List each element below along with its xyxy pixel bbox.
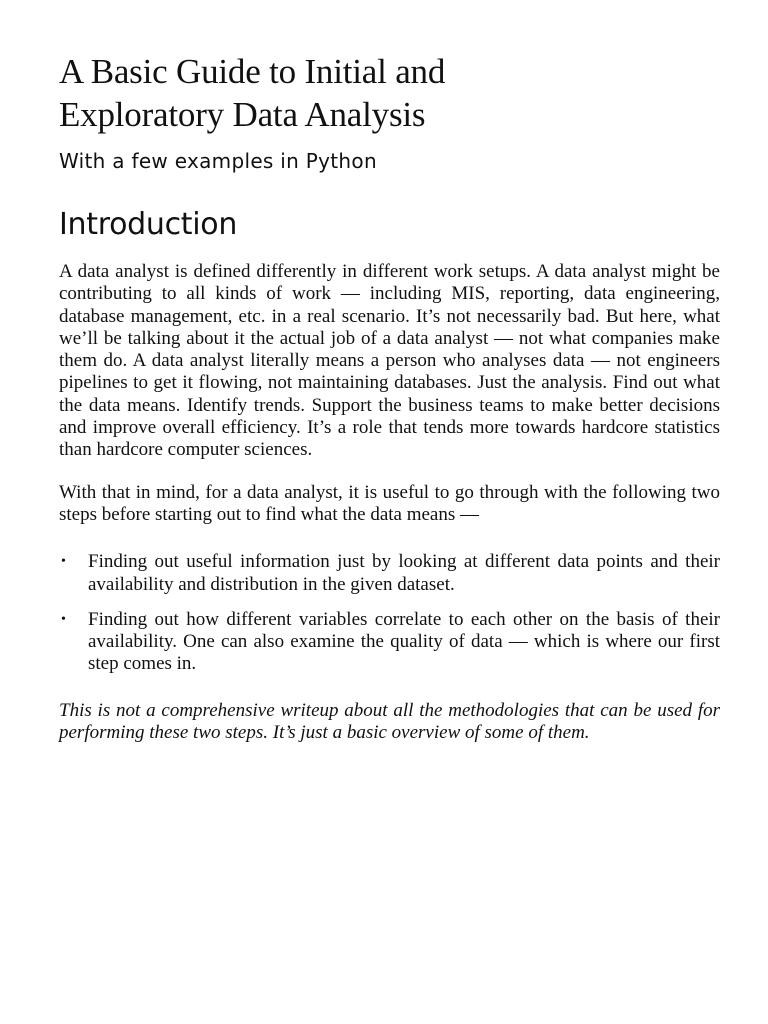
bullet-icon: • bbox=[61, 611, 66, 627]
document-subtitle: With a few examples in Python bbox=[59, 149, 377, 173]
section-heading-introduction: Introduction bbox=[59, 207, 238, 242]
list-item-text: Finding out useful information just by looking at different data points and their availability and distribution in the given dataset. bbox=[88, 551, 720, 595]
steps-list bbox=[59, 551, 720, 675]
intro-paragraph-1: A data analyst is defined differently in different work setups. A data analyst might be contributing to all kinds of work — including MIS, reporting, data engineering, database management, etc. in a real scenario. It’s not necessarily bad. But here, what we’ll be talking about it the actual job of a data analyst — not what companies make them do. A data analyst literally means a person who analyses data — not engineers pipelines to get it flowing, not maintaining databases. Just the analysis. Find out what the data means. Identify trends. Support the business teams to make better decisions and improve overall efficiency. It’s a role that tends more towards hardcore statistics than hardcore computer sciences. bbox=[59, 261, 720, 461]
intro-paragraph-2: With that in mind, for a data analyst, it is useful to go through with the following two steps before starting out to find what the data means — bbox=[59, 481, 720, 525]
italic-note: This is not a comprehensive writeup about all the methodologies that can be used for performing these two steps. It’s just a basic overview of some of them. bbox=[59, 699, 720, 744]
list-item bbox=[59, 609, 720, 676]
document-page bbox=[59, 50, 720, 744]
list-item bbox=[59, 551, 720, 596]
title-line-2: Exploratory Data Analysis bbox=[59, 95, 426, 134]
document-title bbox=[59, 50, 720, 136]
title-line-1: A Basic Guide to Initial and bbox=[59, 52, 446, 91]
list-item-text: Finding out how different variables correlate to each other on the basis of their availability. One can also examine the quality of data — which is where our first step comes in. bbox=[88, 608, 720, 675]
bullet-icon: • bbox=[61, 554, 66, 570]
